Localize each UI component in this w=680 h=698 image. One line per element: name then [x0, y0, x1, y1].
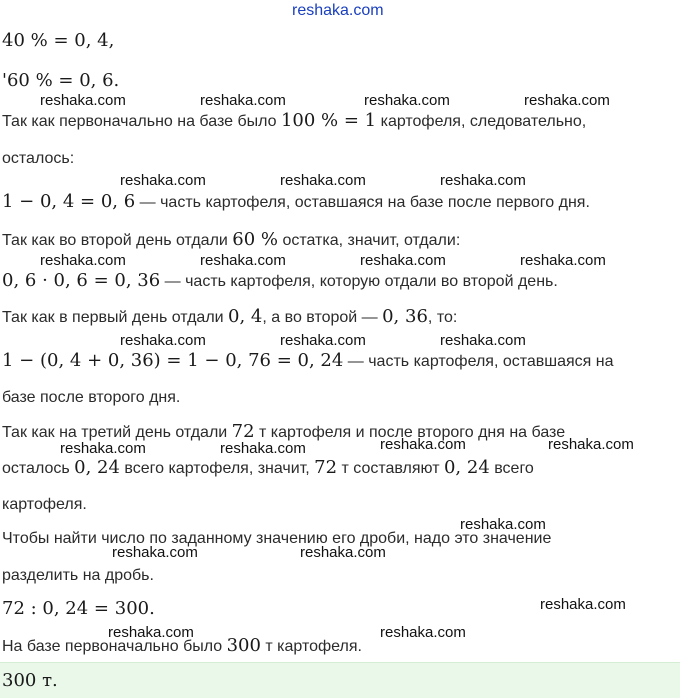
watermark: reshaka.com — [280, 172, 366, 189]
answer-box — [0, 662, 680, 698]
text-line — [2, 229, 460, 250]
text-line — [2, 457, 534, 478]
watermark: reshaka.com — [200, 252, 286, 269]
text-segment: , а во второй — — [262, 309, 383, 326]
text-segment: Так как на третий день отдали — [2, 424, 232, 441]
text-segment: Так как первоначально на базе было — [2, 113, 281, 130]
watermark: reshaka.com — [380, 436, 466, 453]
text-line: картофеля. — [2, 496, 87, 513]
text-segment: — часть картофеля, оставшаяся на базе после первого дня. — [135, 194, 590, 211]
watermark: reshaka.com — [548, 436, 634, 453]
watermark: reshaka.com — [460, 516, 546, 533]
watermark: reshaka.com — [200, 92, 286, 109]
text-segment: остатка, значит, отдали: — [278, 232, 461, 249]
equation-line: 72 : 0, 24 = 300. — [2, 598, 155, 619]
text-line: базе после второго дня. — [2, 389, 181, 406]
text-segment: т картофеля и после второго дня на базе — [254, 424, 566, 441]
text-line — [2, 350, 614, 371]
text-segment: — часть картофеля, которую отдали во второй день. — [160, 273, 558, 290]
math-segment: 60 % — [232, 229, 279, 250]
math-segment: 0, 4 — [228, 306, 263, 327]
math-segment: 0, 36 — [382, 306, 428, 327]
text-segment: т составляют — [337, 460, 444, 477]
equation-line: 40 % = 0, 4, — [2, 30, 115, 51]
watermark: reshaka.com — [300, 544, 386, 561]
watermark: reshaka.com — [360, 252, 446, 269]
math-segment: 0, 24 — [443, 457, 490, 478]
text-segment: осталось — [2, 460, 75, 477]
text-segment: всего картофеля, значит, — [119, 460, 315, 477]
watermark: reshaka.com — [520, 252, 606, 269]
text-line: разделить на дробь. — [2, 567, 154, 584]
text-segment: , то: — [427, 309, 458, 326]
text-line — [2, 191, 590, 212]
text-segment: Так как в первый день отдали — [2, 309, 229, 326]
text-segment: всего — [489, 460, 534, 477]
watermark: reshaka.com — [40, 252, 126, 269]
text-segment: картофеля, следовательно, — [376, 113, 587, 130]
math-segment: 72 — [231, 421, 255, 442]
math-segment: 1 − 0, 4 = 0, 6 — [2, 191, 136, 212]
watermark: reshaka.com — [220, 440, 306, 457]
watermark: reshaka.com — [108, 624, 194, 641]
watermark: reshaka.com — [364, 92, 450, 109]
watermark: reshaka.com — [120, 172, 206, 189]
watermark: reshaka.com — [120, 332, 206, 349]
text-line: осталось: — [2, 150, 75, 167]
watermark: reshaka.com — [440, 332, 526, 349]
answer-text: 300 т. — [2, 670, 58, 691]
watermark: reshaka.com — [540, 596, 626, 613]
text-line — [2, 110, 586, 131]
watermark: reshaka.com — [112, 544, 198, 561]
text-segment: т картофеля. — [260, 638, 362, 655]
text-line — [2, 306, 457, 327]
text-line — [2, 421, 565, 442]
watermark: reshaka.com — [280, 332, 366, 349]
text-segment: Так как во второй день отдали — [2, 232, 233, 249]
text-segment: — часть картофеля, оставшаяся на — [343, 353, 614, 370]
watermark: reshaka.com — [40, 92, 126, 109]
site-header-link[interactable]: reshaka.com — [292, 2, 384, 19]
watermark: reshaka.com — [380, 624, 466, 641]
math-segment: 100 % = 1 — [280, 110, 377, 131]
equation-line: '60 % = 0, 6. — [2, 70, 120, 91]
math-segment: 72 — [314, 457, 338, 478]
text-segment: На базе первоначально было — [2, 638, 227, 655]
math-segment: 0, 24 — [74, 457, 120, 478]
text-line: Чтобы найти число по заданному значению его дроби, надо это значение — [2, 530, 552, 547]
math-segment: 0, 6 · 0, 6 = 0, 36 — [2, 270, 161, 291]
text-line — [2, 270, 558, 291]
math-segment: 1 − (0, 4 + 0, 36) = 1 − 0, 76 = 0, 24 — [2, 350, 344, 371]
watermark: reshaka.com — [60, 440, 146, 457]
watermark: reshaka.com — [440, 172, 526, 189]
watermark: reshaka.com — [524, 92, 610, 109]
math-segment: 300 — [226, 635, 261, 656]
